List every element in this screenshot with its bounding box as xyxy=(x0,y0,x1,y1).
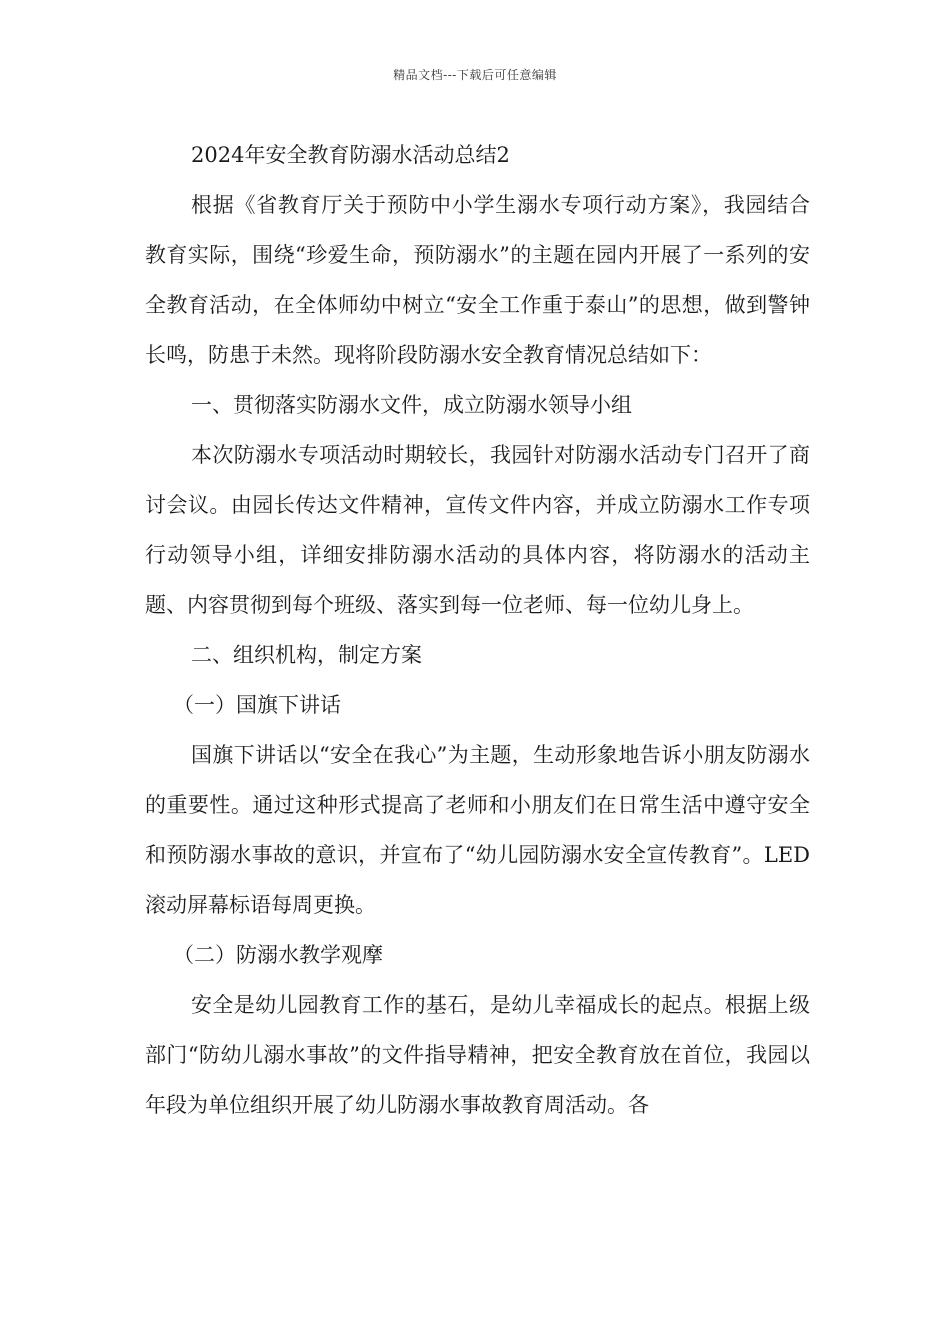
subsection-1-heading: （一）国旗下讲话 xyxy=(173,693,341,717)
section-1-paragraph: 本次防溺水专项活动时期较长，我园针对防溺水活动专门召开了商讨会议。由园长传达文件精神，宣传文件内容，并成立防溺水工作专项行动领导小组，详细安排防溺水活动的具体内容，将防溺水的活动主题、内容贯彻到每个班级、落实到每一位老师、每一位幼儿身上。 xyxy=(145,443,810,617)
subsection-2-heading: （二）防溺水教学观摩 xyxy=(173,943,383,967)
section-2-heading: 二、组织机构，制定方案 xyxy=(191,643,422,667)
document-title: 2024年安全教育防溺水活动总结2 xyxy=(191,143,510,167)
subsection-1-paragraph: 国旗下讲话以“安全在我心”为主题，生动形象地告诉小朋友防溺水的重要性。通过这种形式提高了老师和小朋友们在日常生活中遵守安全和预防溺水事故的意识，并宣布了“幼儿园防溺水安全宣传教育”。LED滚动屏幕标语每周更换。 xyxy=(145,743,810,917)
intro-paragraph: 根据《省教育厅关于预防中小学生溺水专项行动方案》，我园结合教育实际，围绕“珍爱生命，预防溺水”的主题在园内开展了一系列的安全教育活动，在全体师幼中树立“安全工作重于泰山”的思想，做到警钟长鸣，防患于未然。现将阶段防溺水安全教育情况总结如下： xyxy=(145,193,810,367)
section-1-heading: 一、贯彻落实防溺水文件，成立防溺水领导小组 xyxy=(191,393,632,417)
subsection-2-paragraph: 安全是幼儿园教育工作的基石，是幼儿幸福成长的起点。根据上级部门“防幼儿溺水事故”的文件指导精神，把安全教育放在首位，我园以年段为单位组织开展了幼儿防溺水事故教育周活动。各 xyxy=(145,993,810,1117)
document-body xyxy=(145,130,810,1130)
page-header: 精品文档---下载后可任意编辑 xyxy=(393,68,557,82)
